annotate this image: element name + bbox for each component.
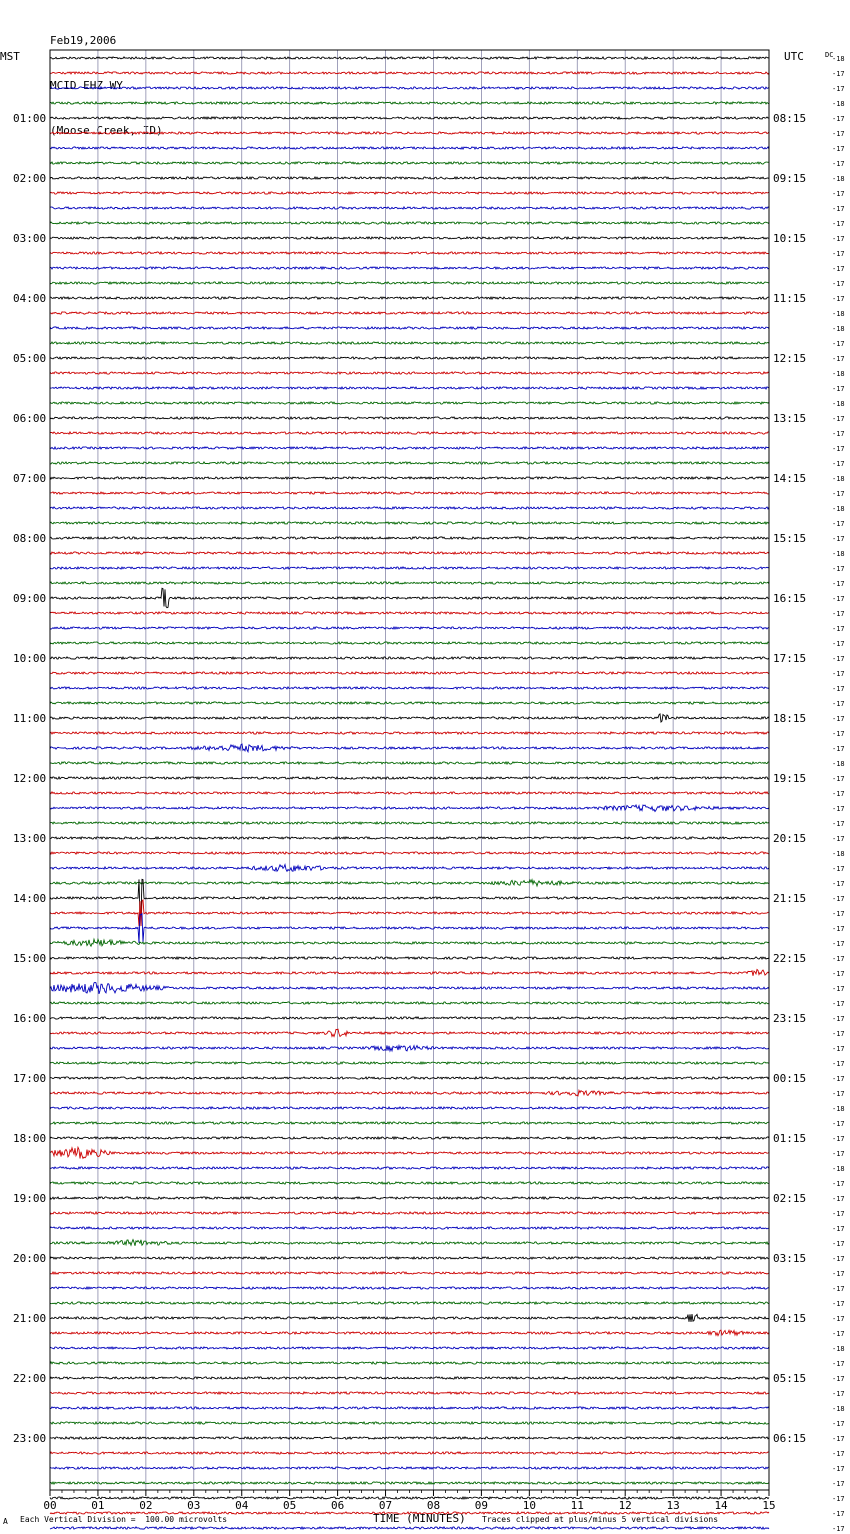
- x-axis: [43, 1490, 775, 1512]
- mst-hour-label: 04:00: [13, 292, 47, 305]
- trace-line: [50, 1272, 769, 1274]
- trace-line: [50, 1452, 769, 1454]
- trace-line: [50, 537, 769, 539]
- dc-offset-label: -17: [832, 490, 845, 498]
- mst-hour-label: 07:00: [13, 472, 47, 485]
- trace-line: [50, 567, 769, 569]
- trace-line: [50, 1077, 769, 1079]
- x-tick-label: 02: [139, 1499, 153, 1512]
- dc-offset-label: -17: [832, 115, 845, 123]
- dc-offset-label: -17: [832, 1375, 845, 1383]
- trace-line: [50, 970, 769, 976]
- trace-line: [50, 672, 769, 674]
- scale-note: Each Vertical Division = 100.00 microvolts: [20, 1515, 228, 1524]
- trace-line: [50, 1497, 769, 1499]
- dc-offset-label: -17: [832, 700, 845, 708]
- mst-hour-label: 13:00: [13, 832, 47, 845]
- trace-line: [50, 900, 769, 926]
- trace-line: [50, 1467, 769, 1469]
- trace-line: [50, 252, 769, 254]
- dc-offset-label: -17: [832, 1240, 845, 1248]
- dc-offset-label: -17: [832, 340, 845, 348]
- x-tick-label: 14: [714, 1499, 728, 1512]
- trace-line: [50, 714, 769, 722]
- mst-hour-label: 02:00: [13, 172, 47, 185]
- dc-offset-label: -17: [832, 1195, 845, 1203]
- utc-hour-label: 12:15: [773, 352, 807, 365]
- utc-hour-label: 00:15: [773, 1072, 807, 1085]
- dc-offset-label: -17: [832, 355, 845, 363]
- corner-mark: A: [3, 1517, 8, 1526]
- dc-offset-label: -17: [832, 880, 845, 888]
- dc-offset-label: -17: [832, 940, 845, 948]
- trace-line: [50, 982, 769, 994]
- dc-offset-label: -17: [832, 625, 845, 633]
- trace-line: [50, 1527, 769, 1529]
- dc-offset-label: -18: [832, 850, 845, 858]
- trace-line: [50, 477, 769, 479]
- dc-offset-label: -18: [832, 760, 845, 768]
- trace-line: [50, 1422, 769, 1424]
- dc-offset-label: -17: [832, 415, 845, 423]
- utc-hour-label: 21:15: [773, 892, 807, 905]
- trace-line: [50, 762, 769, 764]
- dc-offset-label: -17: [832, 1045, 845, 1053]
- dc-offset-label: -17: [832, 820, 845, 828]
- dc-offset-label: -18: [832, 505, 845, 513]
- dc-offset-label: -17: [832, 595, 845, 603]
- trace-line: [50, 879, 769, 916]
- trace-line: [50, 777, 769, 779]
- trace-line: [50, 627, 769, 629]
- trace-line: [50, 1017, 769, 1019]
- dc-offset-label: -17: [832, 445, 845, 453]
- trace-line: [50, 177, 769, 179]
- mst-hour-label: 18:00: [13, 1132, 47, 1145]
- mst-hour-label: 03:00: [13, 232, 47, 245]
- trace-line: [50, 1197, 769, 1199]
- dc-offset-label: -17: [832, 520, 845, 528]
- trace-line: [50, 462, 769, 464]
- mst-hour-label: 20:00: [13, 1252, 47, 1265]
- mst-hour-label: 16:00: [13, 1012, 47, 1025]
- trace-line: [50, 1377, 769, 1379]
- dc-offset-label: -17: [832, 535, 845, 543]
- trace-line: [50, 792, 769, 794]
- trace-line: [50, 492, 769, 494]
- trace-line: [50, 207, 769, 209]
- dc-offset-label: -17: [832, 715, 845, 723]
- x-tick-label: 15: [762, 1499, 776, 1512]
- dc-offset-label: -17: [832, 1510, 845, 1518]
- dc-offset-label: -17: [832, 970, 845, 978]
- mst-hour-label: 10:00: [13, 652, 47, 665]
- dc-offset-label: -17: [832, 745, 845, 753]
- dc-offset-label: -17: [832, 565, 845, 573]
- trace-line: [50, 327, 769, 329]
- dc-offset-label: -17: [832, 1360, 845, 1368]
- utc-hour-label: 08:15: [773, 112, 807, 125]
- utc-hour-label: 15:15: [773, 532, 807, 545]
- dc-offset-label: -17: [832, 775, 845, 783]
- mst-hour-label: 19:00: [13, 1192, 47, 1205]
- utc-hour-label: 02:15: [773, 1192, 807, 1205]
- x-axis-title: TIME (MINUTES): [373, 1512, 466, 1525]
- utc-hour-label: 04:15: [773, 1312, 807, 1325]
- x-tick-label: 05: [283, 1499, 297, 1512]
- dc-offset-label: -17: [832, 1150, 845, 1158]
- trace-line: [50, 1137, 769, 1139]
- dc-offset-label: -17: [832, 1450, 845, 1458]
- dc-offset-label: -17: [832, 280, 845, 288]
- trace-line: [50, 1302, 769, 1304]
- utc-hour-label: 17:15: [773, 652, 807, 665]
- dc-offset-label: -17: [832, 1420, 845, 1428]
- dc-offset-label: -18: [832, 100, 845, 108]
- utc-hour-label: 01:15: [773, 1132, 807, 1145]
- trace-line: [50, 852, 769, 854]
- mst-hour-label: 05:00: [13, 352, 47, 365]
- dc-offset-label: -17: [832, 1495, 845, 1503]
- x-tick-label: 08: [426, 1499, 441, 1512]
- trace-line: [50, 507, 769, 509]
- dc-offset-label: -17: [832, 895, 845, 903]
- trace-line: [50, 222, 769, 224]
- mst-hour-label: 22:00: [13, 1372, 47, 1385]
- dc-offset-label: -17: [832, 70, 845, 78]
- x-tick-label: 12: [618, 1499, 632, 1512]
- dc-offset-label: -17: [832, 1300, 845, 1308]
- x-tick-label: 11: [570, 1499, 584, 1512]
- dc-offset-label: -17: [832, 265, 845, 273]
- dc-offset-label: -17: [832, 1030, 845, 1038]
- trace-line: [50, 805, 769, 812]
- trace-line: [50, 267, 769, 269]
- utc-hour-label: 16:15: [773, 592, 807, 605]
- trace-line: [50, 1062, 769, 1064]
- utc-hour-label: 22:15: [773, 952, 807, 965]
- left-zone-label: MST: [0, 50, 20, 63]
- trace-line: [50, 102, 769, 104]
- dc-offset-label: -17: [832, 865, 845, 873]
- dc-offset-label: -17: [832, 925, 845, 933]
- clip-note: Traces clipped at plus/minus 5 vertical divisions: [482, 1515, 719, 1524]
- x-tick-label: 00: [43, 1499, 57, 1512]
- mst-hour-label: 14:00: [13, 892, 47, 905]
- trace-line: [50, 744, 769, 752]
- trace-line: [50, 162, 769, 164]
- trace-line: [50, 297, 769, 299]
- utc-hour-label: 11:15: [773, 292, 807, 305]
- dc-offset-label: -17: [832, 1225, 845, 1233]
- dc-offset-label: -17: [832, 1120, 845, 1128]
- dc-offset-label: -17: [832, 1090, 845, 1098]
- dc-offset-label: -17: [832, 955, 845, 963]
- dc-offset-label: -17: [832, 670, 845, 678]
- trace-line: [50, 1392, 769, 1394]
- dc-offset-label: -17: [832, 610, 845, 618]
- dc-offset-label: -17: [832, 910, 845, 918]
- dc-offset-label: -17: [832, 160, 845, 168]
- mst-hour-label: 23:00: [13, 1432, 47, 1445]
- right-zone-label: UTC: [784, 50, 804, 63]
- trace-line: [50, 72, 769, 74]
- dc-offset-label: -17: [832, 640, 845, 648]
- trace-line: [50, 957, 769, 959]
- dc-offset-label: -18: [832, 1105, 845, 1113]
- x-tick-label: 06: [330, 1499, 345, 1512]
- dc-offset-label: -18: [832, 1165, 845, 1173]
- plot-date: Feb19,2006: [50, 34, 117, 47]
- utc-hour-label: 13:15: [773, 412, 807, 425]
- utc-hour-label: 14:15: [773, 472, 807, 485]
- trace-line: [50, 1287, 769, 1289]
- trace-line: [50, 417, 769, 419]
- dc-offset-label: -17: [832, 1285, 845, 1293]
- trace-line: [50, 657, 769, 659]
- dc-offset-label: -17: [832, 1390, 845, 1398]
- trace-line: [50, 402, 769, 404]
- mst-hour-label: 11:00: [13, 712, 47, 725]
- dc-offset-label: -17: [832, 835, 845, 843]
- station-id: MCID EHZ WY: [50, 79, 123, 92]
- trace-line: [50, 1362, 769, 1364]
- dc-offset-label: -18: [832, 1345, 845, 1353]
- station-location: (Moose Creek, ID): [50, 124, 163, 137]
- dc-offset-label: -18: [832, 475, 845, 483]
- trace-line: [50, 732, 769, 734]
- dc-offset-label: -18: [832, 325, 845, 333]
- trace-line: [50, 147, 769, 149]
- trace-line: [50, 1314, 769, 1322]
- utc-hour-label: 23:15: [773, 1012, 807, 1025]
- dc-offset-label: -17: [832, 460, 845, 468]
- x-tick-label: 09: [474, 1499, 489, 1512]
- dc-offset-label: -17: [832, 685, 845, 693]
- dc-offset-label: -17: [832, 190, 845, 198]
- trace-line: [50, 447, 769, 449]
- dc-offset-label: -17: [832, 1465, 845, 1473]
- seismic-traces: [50, 57, 769, 1534]
- utc-hour-label: 05:15: [773, 1372, 807, 1385]
- dc-offset-label: -17: [832, 580, 845, 588]
- utc-hour-label: 20:15: [773, 832, 807, 845]
- trace-line: [50, 1029, 769, 1036]
- dc-offset-label: -17: [832, 85, 845, 93]
- trace-line: [50, 642, 769, 644]
- trace-line: [50, 282, 769, 284]
- trace-line: [50, 1437, 769, 1439]
- dc-offset-label: -17: [832, 985, 845, 993]
- dc-offset-label: -17: [832, 205, 845, 213]
- mst-hour-label: 12:00: [13, 772, 47, 785]
- dc-offset-label: -17: [832, 1435, 845, 1443]
- trace-line: [50, 357, 769, 359]
- trace-line: [50, 914, 769, 943]
- trace-line: [50, 552, 769, 554]
- dc-offset-label: -17: [832, 1525, 845, 1533]
- trace-line: [50, 822, 769, 824]
- dc-offset-label: -18: [832, 550, 845, 558]
- dc-offset-label: -17: [832, 220, 845, 228]
- dc-offset-label: -18: [832, 370, 845, 378]
- trace-line: [50, 1257, 769, 1259]
- x-tick-label: 01: [91, 1499, 105, 1512]
- trace-line: [50, 1182, 769, 1184]
- dc-offset-label: -17: [832, 385, 845, 393]
- x-tick-label: 10: [522, 1499, 536, 1512]
- dc-label: DC: [825, 51, 834, 59]
- x-tick-label: 04: [235, 1499, 249, 1512]
- dc-offset-label: -17: [832, 1210, 845, 1218]
- dc-offset-label: -17: [832, 130, 845, 138]
- dc-offset-label: -17: [832, 1330, 845, 1338]
- trace-line: [50, 87, 769, 89]
- trace-line: [50, 837, 769, 839]
- utc-hour-label: 10:15: [773, 232, 807, 245]
- trace-line: [50, 612, 769, 614]
- dc-offset-label: -17: [832, 250, 845, 258]
- utc-hour-label: 18:15: [773, 712, 807, 725]
- dc-offset-label: -17: [832, 655, 845, 663]
- trace-line: [50, 939, 769, 946]
- dc-offset-label: -17: [832, 730, 845, 738]
- dc-offset-label: -17: [832, 295, 845, 303]
- mst-hour-label: 01:00: [13, 112, 47, 125]
- trace-line: [50, 432, 769, 434]
- trace-line: [50, 588, 769, 607]
- trace-line: [50, 1347, 769, 1349]
- trace-line: [50, 880, 769, 886]
- trace-line: [50, 1107, 769, 1109]
- dc-offset-label: -17: [832, 1270, 845, 1278]
- trace-line: [50, 1240, 769, 1246]
- trace-line: [50, 1407, 769, 1409]
- dc-offset-label: -17: [832, 805, 845, 813]
- dc-offset-label: -17: [832, 235, 845, 243]
- utc-hour-label: 03:15: [773, 1252, 807, 1265]
- utc-hour-label: 06:15: [773, 1432, 807, 1445]
- trace-line: [50, 1482, 769, 1484]
- dc-offset-label: -18: [832, 175, 845, 183]
- mst-hour-label: 15:00: [13, 952, 47, 965]
- trace-line: [50, 1147, 769, 1158]
- trace-line: [50, 702, 769, 704]
- dc-offset-label: -18: [832, 1405, 845, 1413]
- trace-line: [50, 1045, 769, 1051]
- dc-offset-label: -17: [832, 790, 845, 798]
- dc-offset-label: -17: [832, 1315, 845, 1323]
- trace-line: [50, 387, 769, 389]
- trace-line: [50, 1212, 769, 1214]
- trace-line: [50, 372, 769, 374]
- trace-line: [50, 312, 769, 314]
- trace-line: [50, 582, 769, 584]
- dc-offset-label: -17: [832, 430, 845, 438]
- utc-hour-label: 09:15: [773, 172, 807, 185]
- utc-hour-label: 19:15: [773, 772, 807, 785]
- mst-hour-label: 09:00: [13, 592, 47, 605]
- trace-line: [50, 1122, 769, 1124]
- dc-offset-label: -17: [832, 1135, 845, 1143]
- x-tick-label: 13: [666, 1499, 680, 1512]
- trace-line: [50, 342, 769, 344]
- trace-line: [50, 687, 769, 689]
- mst-hour-label: 21:00: [13, 1312, 47, 1325]
- trace-line: [50, 1330, 769, 1336]
- dc-offset-label: -17: [832, 1000, 845, 1008]
- dc-offset-label: -18: [832, 400, 845, 408]
- trace-line: [50, 1090, 769, 1096]
- trace-line: [50, 57, 769, 59]
- dc-offset-label: -18: [832, 310, 845, 318]
- trace-line: [50, 192, 769, 194]
- dc-offset-label: -17: [832, 1015, 845, 1023]
- trace-line: [50, 237, 769, 239]
- trace-line: [50, 117, 769, 119]
- dc-offset-label: -17: [832, 1075, 845, 1083]
- trace-line: [50, 1227, 769, 1229]
- trace-line: [50, 1167, 769, 1169]
- dc-offset-label: -17: [832, 1180, 845, 1188]
- x-tick-label: 07: [378, 1499, 393, 1512]
- dc-offset-label: -17: [832, 1480, 845, 1488]
- mst-hour-label: 06:00: [13, 412, 47, 425]
- trace-line: [50, 865, 769, 872]
- trace-line: [50, 132, 769, 134]
- trace-line: [50, 522, 769, 524]
- dc-offset-label: -18: [832, 55, 845, 63]
- trace-line: [50, 1002, 769, 1004]
- mst-hour-label: 17:00: [13, 1072, 47, 1085]
- dc-offset-label: -17: [832, 1060, 845, 1068]
- x-tick-label: 03: [187, 1499, 201, 1512]
- dc-offset-label: -17: [832, 145, 845, 153]
- dc-offset-label: -17: [832, 1255, 845, 1263]
- mst-hour-label: 08:00: [13, 532, 47, 545]
